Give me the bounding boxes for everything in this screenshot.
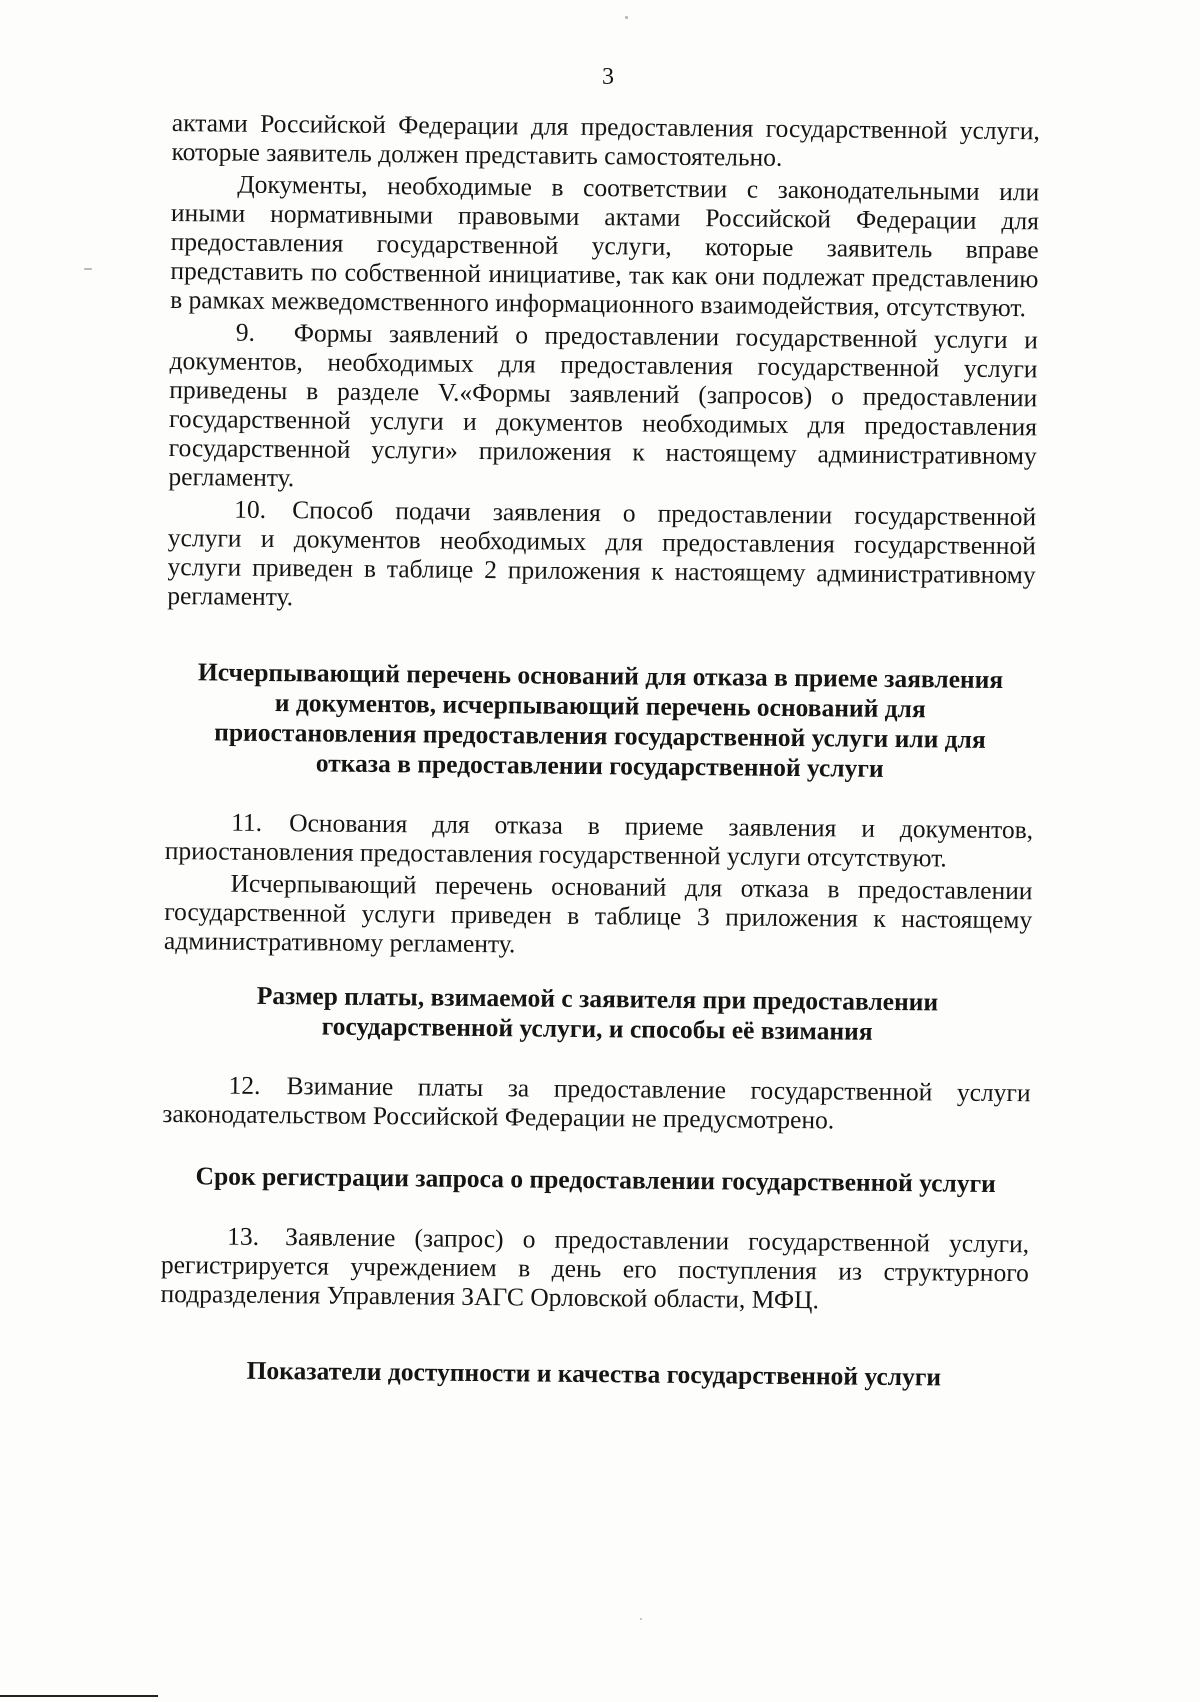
paragraph-12-number: 12. bbox=[228, 1070, 261, 1100]
scan-mark bbox=[625, 16, 628, 19]
paragraph-11-number: 11. bbox=[231, 807, 263, 837]
heading-fee-line-1: Размер платы, взимаемой с заявителя при предоставлении bbox=[256, 980, 939, 1017]
paragraph-12 bbox=[162, 1070, 1031, 1136]
paragraph-11-continued: Исчерпывающий перечень оснований для отказа в предоставлении государственной услуги приведен в таблице 3 приложения к настоящему административному регламенту. bbox=[163, 868, 1033, 959]
paragraph-10-number: 10. bbox=[234, 494, 267, 524]
paragraph-13-text: Заявление (запрос) о предоставлении государственной услуги, регистрируется учреждением в день его поступления из структурного подразделения Управления ЗАГС Орловской области, МФЦ. bbox=[160, 1222, 1030, 1315]
paragraph-10-text: Способ подачи заявления о предоставлении государственной услуги и документов необходимых для предоставления государственной услуги приведен в таблице 2 приложения к настоящему административному регламенту. bbox=[167, 495, 1037, 612]
heading-refusal-line-1: Исчерпывающий перечень оснований для отказа в приеме заявления bbox=[197, 657, 1004, 695]
paragraph-11 bbox=[165, 807, 1034, 873]
paragraph-9-text: Формы заявлений о предоставлении государственной услуги и документов, необходимых для предоставления государственной услуги приведены в разделе V.«Формы заявлений (запросов) о предоставлении государственной услуги и документов необходимых для предоставления государственной услуги» приложения к настоящему административному регламенту. bbox=[168, 318, 1038, 493]
scan-mark bbox=[640, 1618, 642, 1620]
paragraph-continuation: актами Российской Федерации для предоставления государственной услуги, которые заявитель должен представить самостоятельно. bbox=[171, 108, 1040, 172]
document-body bbox=[160, 108, 1040, 1393]
heading-refusal-line-4: отказа в предоставлении государственной услуги bbox=[315, 748, 884, 783]
page-number: 3 bbox=[602, 64, 614, 90]
heading-refusal-line-2: и документов, исчерпывающий перечень оснований для bbox=[274, 688, 926, 724]
heading-registration-term: Срок регистрации запроса о предоставлении государственной услуги bbox=[195, 1161, 996, 1198]
paragraph-11-text: Основания для отказа в приеме заявления и документов, приостановления предоставления государственной услуги отсутствуют. bbox=[164, 808, 1034, 873]
scan-edge-rule bbox=[0, 1695, 158, 1697]
heading-fee bbox=[163, 980, 1032, 1048]
heading-accessibility-quality: Показатели доступности и качества государственной услуги bbox=[246, 1355, 942, 1392]
paragraph-12-text: Взимание платы за предоставление государственной услуги законодательством Российской Федерации не предусмотрено. bbox=[162, 1071, 1031, 1135]
scan-mark bbox=[84, 268, 92, 270]
heading-fee-line-2: государственной услуги, и способы её взимания bbox=[321, 1011, 873, 1046]
paragraph-13-number: 13. bbox=[227, 1221, 260, 1251]
heading-refusal-grounds bbox=[166, 657, 1035, 785]
paragraph-9 bbox=[168, 317, 1038, 499]
paragraph-9-number: 9. bbox=[235, 317, 256, 347]
paragraph-13 bbox=[160, 1221, 1029, 1316]
paragraph-10 bbox=[167, 494, 1036, 618]
heading-refusal-line-3: приостановления предоставления государственной услуги или для bbox=[214, 717, 986, 754]
paragraph-documents: Документы, необходимые в соответствии с законодательными или иными нормативными правовыми актами Российской Федерации для предоставления государственной услуги, которые заявитель вправе представить по собственной инициативе, так как они подлежат представлению в рамках межведомственного информационного взаимодействия, отсутствуют. bbox=[170, 169, 1040, 323]
